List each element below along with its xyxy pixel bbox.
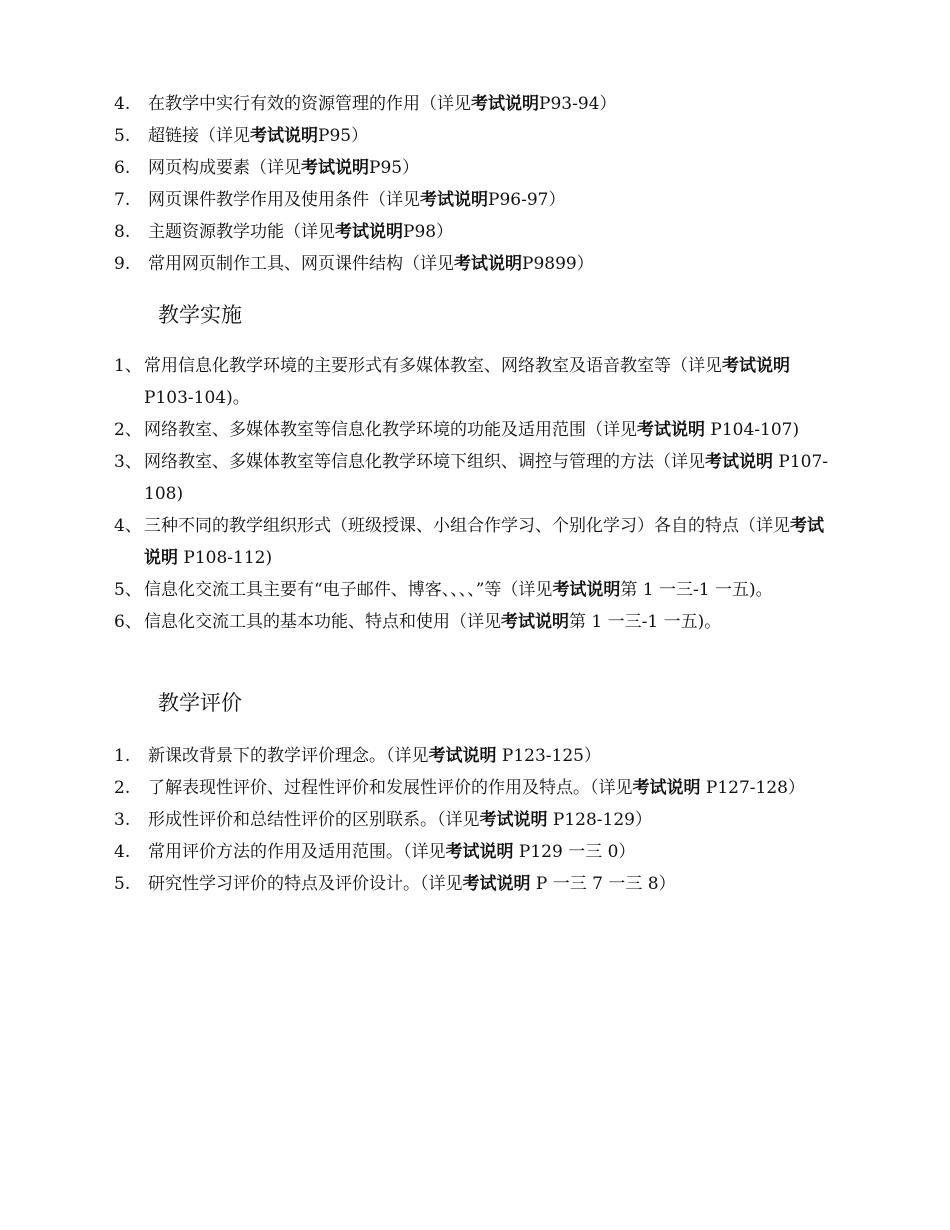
list-item	[114, 184, 840, 216]
bold-ref: 考试说明	[552, 580, 621, 600]
bold-ref: 考试说明	[501, 612, 569, 632]
list-item	[114, 248, 840, 280]
bold-ref: 考试说明	[471, 94, 539, 114]
bold-ref: 考试说明	[445, 842, 514, 862]
item-number: 5.	[114, 874, 131, 894]
item-text: 常用信息化教学环境的主要形式有多媒体教室、网络教室及语音教室等（详见考试说明 P103-104)。	[144, 356, 790, 408]
resource-list	[114, 88, 840, 280]
item-text: 了解表现性评价、过程性评价和发展性评价的作用及特点。（详见考试说明 P127-128）	[148, 778, 805, 798]
item-text: 网页课件教学作用及使用条件（详见考试说明P96-97）	[148, 190, 566, 210]
item-number: 9.	[114, 254, 131, 274]
list-item	[114, 740, 840, 772]
list-item	[114, 510, 840, 574]
item-number: 4.	[114, 842, 131, 862]
item-number: 2、	[114, 420, 142, 440]
bold-ref: 考试说明	[479, 810, 548, 830]
bold-ref: 考试说明	[301, 158, 369, 178]
list-item	[114, 804, 840, 836]
item-text: 主题资源教学功能（详见考试说明P98）	[148, 222, 454, 242]
bold-ref: 考试说明	[705, 452, 773, 472]
item-text: 新课改背景下的教学评价理念。（详见考试说明 P123-125）	[148, 746, 601, 766]
bold-ref: 考试说明	[454, 254, 522, 274]
list-item	[114, 414, 840, 446]
bold-ref: 考试说明	[462, 874, 531, 894]
list-item	[114, 868, 840, 900]
item-number: 8.	[114, 222, 131, 242]
item-number: 5、	[114, 580, 142, 600]
item-text: 形成性评价和总结性评价的区别联系。（详见考试说明 P128-129）	[148, 810, 652, 830]
bold-ref: 考试说明	[335, 222, 403, 242]
bold-ref: 考试说明	[637, 420, 705, 440]
item-text: 常用评价方法的作用及适用范围。（详见考试说明 P129 一三 0）	[148, 842, 636, 862]
item-text: 常用网页制作工具、网页课件结构（详见考试说明P9899）	[148, 254, 594, 274]
list-item	[114, 446, 840, 510]
item-text: 超链接（详见考试说明P95）	[148, 126, 369, 146]
list-item	[114, 216, 840, 248]
item-number: 1.	[114, 746, 131, 766]
list-item	[114, 772, 840, 804]
item-text: 三种不同的教学组织形式（班级授课、小组合作学习、个别化学习）各自的特点（详见考试说明 P108-112)	[144, 516, 824, 568]
section-heading-teaching-evaluation: 教学评价	[158, 691, 242, 715]
bold-ref: 考试说明	[722, 356, 790, 376]
item-text: 研究性学习评价的特点及评价设计。（详见考试说明 P 一三 7 一三 8）	[148, 874, 676, 894]
list-item	[114, 88, 840, 120]
item-number: 3、	[114, 452, 142, 472]
item-number: 1、	[114, 356, 142, 376]
item-text: 网络教室、多媒体教室等信息化教学环境下组织、调控与管理的方法（详见考试说明 P107-108)	[144, 452, 829, 504]
list-item	[114, 606, 840, 638]
list-item	[114, 120, 840, 152]
evaluation-list	[114, 740, 840, 900]
bold-ref: 考试说明	[420, 190, 488, 210]
bold-ref: 考试说明	[144, 516, 824, 568]
item-number: 3.	[114, 810, 131, 830]
implementation-list	[114, 350, 840, 638]
item-number: 6、	[114, 612, 142, 632]
list-item	[114, 836, 840, 868]
bold-ref: 考试说明	[428, 746, 497, 766]
item-number: 2.	[114, 778, 131, 798]
item-text: 在教学中实行有效的资源管理的作用（详见考试说明P93-94）	[148, 94, 617, 114]
item-number: 7.	[114, 190, 131, 210]
item-text: 信息化交流工具的基本功能、特点和使用（详见考试说明第 1 一三-1 一五)。	[144, 612, 722, 632]
item-number: 4、	[114, 516, 142, 536]
item-text: 网络教室、多媒体教室等信息化教学环境的功能及适用范围（详见考试说明 P104-107)	[144, 420, 800, 440]
item-text: 信息化交流工具主要有“电子邮件、博客、、、、”等（详见考试说明第 1 一三-1 一五)。	[144, 580, 773, 600]
list-item	[114, 152, 840, 184]
list-item	[114, 350, 840, 414]
item-text: 网页构成要素（详见考试说明P95）	[148, 158, 420, 178]
section-heading-teaching-implementation: 教学实施	[158, 303, 242, 327]
item-number: 4.	[114, 94, 131, 114]
item-number: 5.	[114, 126, 131, 146]
list-item	[114, 574, 840, 606]
bold-ref: 考试说明	[250, 126, 318, 146]
item-number: 6.	[114, 158, 131, 178]
bold-ref: 考试说明	[632, 778, 701, 798]
